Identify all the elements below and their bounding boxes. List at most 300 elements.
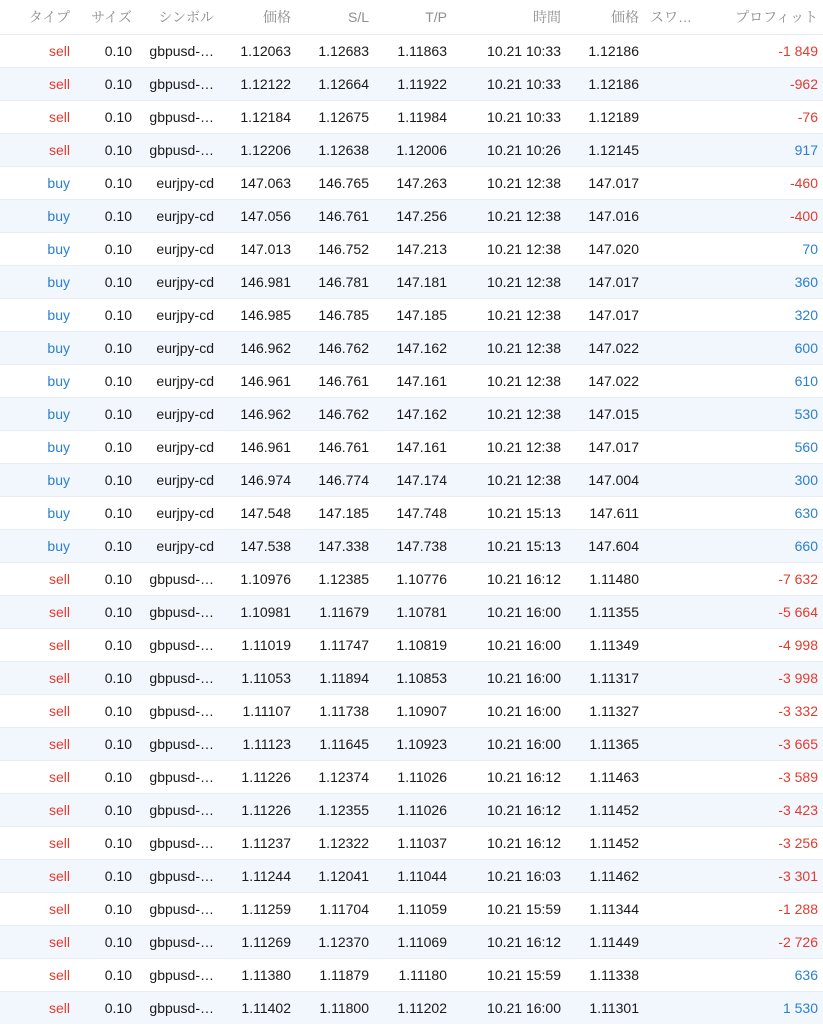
cell-price: 146.985 [240, 307, 291, 323]
cell-tp: 1.11026 [397, 769, 447, 785]
table-row[interactable] [0, 760, 823, 793]
cell-current-price: 1.12186 [588, 43, 639, 59]
cell-current-price: 1.12189 [588, 109, 639, 125]
cell-sl: 1.12638 [318, 142, 369, 158]
cell-size: 0.10 [104, 571, 132, 587]
cell-current-price: 1.11301 [589, 1000, 639, 1016]
cell-time: 10.21 16:00 [487, 703, 561, 719]
cell-current-price: 1.11480 [589, 571, 639, 587]
cell-swap [650, 398, 702, 431]
cell-time: 10.21 16:00 [487, 670, 561, 686]
cell-sl: 146.774 [318, 472, 369, 488]
cell-time: 10.21 10:33 [487, 43, 561, 59]
cell-size: 0.10 [104, 208, 132, 224]
cell-sl: 146.761 [318, 208, 369, 224]
cell-swap [650, 959, 702, 992]
cell-tp: 147.181 [396, 274, 447, 290]
cell-profit: -2 726 [778, 934, 818, 950]
cell-price: 1.11380 [241, 967, 291, 983]
cell-current-price: 147.611 [589, 505, 639, 521]
cell-type: buy [47, 241, 70, 257]
cell-tp: 147.185 [396, 307, 447, 323]
header-price[interactable]: 価格 [263, 9, 291, 25]
cell-type: sell [48, 109, 70, 125]
cell-sl: 146.761 [318, 439, 369, 455]
cell-swap [650, 926, 702, 959]
table-row[interactable] [0, 595, 823, 628]
cell-symbol: eurjpy-cd [156, 472, 214, 488]
cell-profit: -5 664 [778, 604, 818, 620]
cell-time: 10.21 10:26 [487, 142, 561, 158]
cell-current-price: 147.022 [588, 340, 639, 356]
cell-swap [650, 365, 702, 398]
cell-symbol: eurjpy-cd [156, 406, 214, 422]
cell-symbol: eurjpy-cd [156, 307, 214, 323]
cell-current-price: 147.004 [588, 472, 639, 488]
cell-price: 147.538 [240, 538, 291, 554]
cell-time: 10.21 16:00 [487, 637, 561, 653]
cell-price: 1.11259 [241, 901, 291, 917]
cell-symbol: eurjpy-cd [156, 175, 214, 191]
cell-profit: -400 [789, 208, 818, 224]
cell-swap [650, 596, 702, 629]
cell-size: 0.10 [104, 670, 132, 686]
cell-symbol: gbpusd-… [149, 868, 214, 884]
cell-profit: -3 301 [778, 868, 818, 884]
table-row[interactable] [0, 364, 823, 397]
table-row[interactable] [0, 232, 823, 265]
cell-swap [650, 35, 702, 68]
cell-price: 147.063 [240, 175, 291, 191]
cell-symbol: gbpusd-… [149, 670, 214, 686]
cell-size: 0.10 [104, 604, 132, 620]
cell-sl: 1.12385 [318, 571, 369, 587]
cell-type: sell [48, 802, 70, 818]
cell-swap [650, 101, 702, 134]
cell-size: 0.10 [104, 538, 132, 554]
cell-tp: 1.11026 [397, 802, 447, 818]
cell-time: 10.21 12:38 [487, 406, 561, 422]
cell-current-price: 1.11317 [589, 670, 639, 686]
cell-tp: 1.10853 [396, 670, 447, 686]
cell-profit: 530 [794, 406, 818, 422]
cell-profit: 630 [794, 505, 818, 521]
cell-price: 1.12063 [240, 43, 291, 59]
table-row[interactable] [0, 496, 823, 529]
table-row[interactable] [0, 34, 823, 67]
cell-symbol: gbpusd-… [149, 571, 214, 587]
table-row[interactable] [0, 661, 823, 694]
table-row[interactable] [0, 166, 823, 199]
header-current-price[interactable]: 価格 [611, 9, 639, 25]
cell-time: 10.21 12:38 [487, 241, 561, 257]
cell-time: 10.21 16:12 [487, 571, 561, 587]
header-tp[interactable]: T/P [425, 9, 447, 25]
cell-type: buy [47, 340, 70, 356]
cell-profit: -3 423 [778, 802, 818, 818]
cell-current-price: 1.11344 [589, 901, 639, 917]
cell-price: 146.974 [240, 472, 291, 488]
cell-tp: 1.11059 [397, 901, 447, 917]
cell-price: 1.11402 [241, 1000, 291, 1016]
cell-symbol: gbpusd-… [149, 967, 214, 983]
cell-tp: 1.10776 [396, 571, 447, 587]
cell-symbol: gbpusd-… [149, 934, 214, 950]
cell-size: 0.10 [104, 307, 132, 323]
cell-time: 10.21 15:59 [487, 901, 561, 917]
cell-type: buy [47, 175, 70, 191]
cell-time: 10.21 16:00 [487, 1000, 561, 1016]
cell-profit: -3 998 [778, 670, 818, 686]
cell-tp: 147.748 [396, 505, 447, 521]
cell-type: sell [48, 1000, 70, 1016]
cell-profit: -4 998 [778, 637, 818, 653]
cell-profit: -460 [789, 175, 818, 191]
cell-size: 0.10 [104, 1000, 132, 1016]
cell-tp: 1.11922 [397, 76, 447, 92]
cell-sl: 1.12675 [318, 109, 369, 125]
cell-sl: 1.12322 [318, 835, 369, 851]
cell-price: 1.11019 [241, 637, 291, 653]
cell-swap [650, 266, 702, 299]
cell-time: 10.21 15:13 [487, 538, 561, 554]
cell-tp: 147.213 [396, 241, 447, 257]
cell-swap [650, 893, 702, 926]
cell-time: 10.21 10:33 [487, 76, 561, 92]
cell-sl: 146.781 [318, 274, 369, 290]
cell-symbol: gbpusd-… [149, 769, 214, 785]
cell-time: 10.21 12:38 [487, 373, 561, 389]
table-row[interactable] [0, 925, 823, 958]
cell-profit: -962 [789, 76, 818, 92]
cell-tp: 1.12006 [396, 142, 447, 158]
cell-profit: 560 [794, 439, 818, 455]
cell-type: buy [47, 406, 70, 422]
cell-current-price: 147.017 [588, 439, 639, 455]
cell-type: sell [48, 703, 70, 719]
cell-current-price: 1.11365 [589, 736, 639, 752]
cell-swap [650, 68, 702, 101]
cell-current-price: 147.015 [588, 406, 639, 422]
cell-sl: 147.338 [318, 538, 369, 554]
cell-tp: 1.10923 [396, 736, 447, 752]
cell-size: 0.10 [104, 835, 132, 851]
cell-profit: -3 589 [778, 769, 818, 785]
cell-profit: 660 [794, 538, 818, 554]
cell-tp: 1.11863 [397, 43, 447, 59]
cell-time: 10.21 16:12 [487, 802, 561, 818]
cell-swap [650, 629, 702, 662]
cell-size: 0.10 [104, 736, 132, 752]
cell-type: sell [48, 967, 70, 983]
cell-type: sell [48, 736, 70, 752]
cell-time: 10.21 15:59 [487, 967, 561, 983]
cell-current-price: 1.11452 [589, 802, 639, 818]
cell-time: 10.21 12:38 [487, 472, 561, 488]
cell-current-price: 147.017 [588, 307, 639, 323]
header-size[interactable]: サイズ [91, 9, 132, 25]
cell-sl: 1.12355 [318, 802, 369, 818]
table-row[interactable] [0, 892, 823, 925]
cell-current-price: 1.11462 [589, 868, 639, 884]
cell-price: 147.548 [240, 505, 291, 521]
cell-type: sell [48, 43, 70, 59]
cell-price: 1.11226 [241, 769, 291, 785]
cell-current-price: 147.020 [588, 241, 639, 257]
table-row[interactable] [0, 100, 823, 133]
cell-type: buy [47, 307, 70, 323]
table-row[interactable] [0, 265, 823, 298]
table-row[interactable] [0, 298, 823, 331]
cell-tp: 147.162 [396, 340, 447, 356]
cell-price: 1.11244 [241, 868, 291, 884]
cell-profit: -1 288 [778, 901, 818, 917]
cell-current-price: 1.11327 [589, 703, 639, 719]
cell-type: sell [48, 835, 70, 851]
cell-price: 1.11123 [242, 736, 291, 752]
cell-current-price: 1.12145 [588, 142, 639, 158]
cell-profit: -1 849 [778, 43, 818, 59]
cell-profit: 70 [802, 241, 818, 257]
cell-current-price: 1.11452 [589, 835, 639, 851]
cell-type: sell [48, 934, 70, 950]
cell-swap [650, 497, 702, 530]
cell-sl: 1.12374 [318, 769, 369, 785]
cell-profit: 636 [794, 967, 818, 983]
cell-size: 0.10 [104, 934, 132, 950]
cell-sl: 1.12664 [318, 76, 369, 92]
table-row[interactable] [0, 694, 823, 727]
cell-symbol: gbpusd-… [149, 637, 214, 653]
cell-profit: 320 [794, 307, 818, 323]
cell-time: 10.21 12:38 [487, 208, 561, 224]
cell-swap [650, 695, 702, 728]
cell-sl: 1.11747 [319, 637, 369, 653]
table-row[interactable] [0, 562, 823, 595]
cell-type: sell [48, 769, 70, 785]
cell-swap [650, 233, 702, 266]
cell-swap [650, 860, 702, 893]
table-row[interactable] [0, 133, 823, 166]
cell-tp: 1.11180 [398, 967, 447, 983]
cell-tp: 147.263 [396, 175, 447, 191]
table-header [0, 0, 823, 34]
cell-size: 0.10 [104, 967, 132, 983]
cell-swap [650, 728, 702, 761]
cell-profit: 600 [794, 340, 818, 356]
cell-sl: 1.11679 [319, 604, 369, 620]
cell-current-price: 1.11349 [589, 637, 639, 653]
cell-type: buy [47, 472, 70, 488]
cell-size: 0.10 [104, 406, 132, 422]
table-row[interactable] [0, 826, 823, 859]
cell-size: 0.10 [104, 340, 132, 356]
cell-symbol: eurjpy-cd [156, 505, 214, 521]
cell-profit: -3 665 [778, 736, 818, 752]
cell-type: buy [47, 439, 70, 455]
cell-tp: 1.10781 [396, 604, 447, 620]
cell-time: 10.21 12:38 [487, 307, 561, 323]
cell-symbol: eurjpy-cd [156, 208, 214, 224]
table-row[interactable] [0, 727, 823, 760]
cell-swap [650, 530, 702, 563]
cell-symbol: eurjpy-cd [156, 340, 214, 356]
cell-tp: 147.162 [396, 406, 447, 422]
cell-size: 0.10 [104, 274, 132, 290]
cell-price: 1.10981 [240, 604, 291, 620]
cell-symbol: eurjpy-cd [156, 373, 214, 389]
cell-size: 0.10 [104, 802, 132, 818]
cell-current-price: 1.12186 [588, 76, 639, 92]
header-swap[interactable]: スワ… [650, 9, 692, 25]
cell-type: sell [48, 670, 70, 686]
cell-time: 10.21 12:38 [487, 274, 561, 290]
table-row[interactable] [0, 331, 823, 364]
cell-current-price: 147.022 [588, 373, 639, 389]
cell-swap [650, 992, 702, 1025]
table-row[interactable] [0, 793, 823, 826]
cell-sl: 1.11704 [319, 901, 369, 917]
cell-profit: 917 [794, 142, 818, 158]
cell-symbol: gbpusd-… [149, 736, 214, 752]
cell-price: 147.013 [240, 241, 291, 257]
cell-price: 146.962 [240, 406, 291, 422]
cell-time: 10.21 16:00 [487, 604, 561, 620]
cell-time: 10.21 16:00 [487, 736, 561, 752]
cell-profit: 610 [794, 373, 818, 389]
cell-swap [650, 167, 702, 200]
cell-size: 0.10 [104, 43, 132, 59]
cell-size: 0.10 [104, 901, 132, 917]
cell-symbol: eurjpy-cd [156, 274, 214, 290]
cell-swap [650, 563, 702, 596]
cell-profit: -7 632 [778, 571, 818, 587]
table-row[interactable] [0, 529, 823, 562]
cell-sl: 1.11738 [319, 703, 369, 719]
cell-profit: -3 256 [778, 835, 818, 851]
cell-price: 1.12122 [240, 76, 291, 92]
cell-current-price: 1.11338 [589, 967, 639, 983]
cell-sl: 146.761 [318, 373, 369, 389]
cell-tp: 1.11069 [397, 934, 447, 950]
cell-time: 10.21 16:12 [487, 934, 561, 950]
cell-swap [650, 761, 702, 794]
cell-size: 0.10 [104, 109, 132, 125]
table-row[interactable] [0, 430, 823, 463]
header-sl[interactable]: S/L [347, 9, 369, 25]
cell-tp: 1.10907 [396, 703, 447, 719]
cell-tp: 1.11984 [397, 109, 447, 125]
table-row[interactable] [0, 463, 823, 496]
cell-current-price: 1.11463 [589, 769, 639, 785]
cell-sl: 1.11879 [319, 967, 369, 983]
cell-time: 10.21 12:38 [487, 439, 561, 455]
cell-current-price: 1.11449 [589, 934, 639, 950]
header-symbol[interactable]: シンボル [158, 9, 214, 25]
cell-type: sell [48, 868, 70, 884]
cell-swap [650, 464, 702, 497]
cell-price: 1.12184 [240, 109, 291, 125]
cell-time: 10.21 12:38 [487, 175, 561, 191]
cell-type: sell [48, 76, 70, 92]
cell-type: sell [48, 142, 70, 158]
cell-swap [650, 134, 702, 167]
cell-sl: 1.12683 [318, 43, 369, 59]
cell-price: 1.11269 [241, 934, 291, 950]
cell-size: 0.10 [104, 505, 132, 521]
cell-sl: 1.11645 [319, 736, 369, 752]
cell-profit: -3 332 [778, 703, 818, 719]
cell-price: 1.10976 [240, 571, 291, 587]
cell-price: 1.11237 [241, 835, 291, 851]
cell-time: 10.21 15:13 [487, 505, 561, 521]
table-row[interactable] [0, 859, 823, 892]
cell-swap [650, 332, 702, 365]
cell-sl: 146.785 [318, 307, 369, 323]
table-row[interactable] [0, 199, 823, 232]
cell-price: 146.981 [240, 274, 291, 290]
cell-tp: 1.11037 [397, 835, 447, 851]
table-row[interactable] [0, 991, 823, 1024]
table-row[interactable] [0, 628, 823, 661]
header-profit[interactable]: プロフィット [735, 9, 818, 25]
cell-type: sell [48, 901, 70, 917]
cell-type: buy [47, 538, 70, 554]
cell-tp: 147.161 [396, 439, 447, 455]
cell-size: 0.10 [104, 637, 132, 653]
cell-size: 0.10 [104, 472, 132, 488]
table-body [0, 34, 823, 1024]
cell-symbol: gbpusd-… [149, 43, 214, 59]
cell-sl: 146.762 [318, 406, 369, 422]
cell-current-price: 147.017 [588, 175, 639, 191]
cell-swap [650, 200, 702, 233]
cell-type: sell [48, 637, 70, 653]
cell-swap [650, 827, 702, 860]
cell-symbol: gbpusd-… [149, 142, 214, 158]
header-type[interactable]: タイプ [28, 9, 70, 25]
table-row[interactable] [0, 397, 823, 430]
cell-size: 0.10 [104, 703, 132, 719]
table-row[interactable] [0, 67, 823, 100]
cell-tp: 147.738 [396, 538, 447, 554]
cell-size: 0.10 [104, 868, 132, 884]
cell-size: 0.10 [104, 241, 132, 257]
cell-type: buy [47, 373, 70, 389]
cell-size: 0.10 [104, 76, 132, 92]
cell-time: 10.21 12:38 [487, 340, 561, 356]
cell-type: buy [47, 505, 70, 521]
cell-swap [650, 662, 702, 695]
cell-swap [650, 299, 702, 332]
cell-profit: 360 [794, 274, 818, 290]
table-row[interactable] [0, 958, 823, 991]
header-time[interactable]: 時間 [533, 9, 561, 25]
cell-price: 146.961 [240, 439, 291, 455]
cell-sl: 147.185 [318, 505, 369, 521]
cell-time: 10.21 10:33 [487, 109, 561, 125]
cell-time: 10.21 16:12 [487, 769, 561, 785]
cell-symbol: gbpusd-… [149, 109, 214, 125]
cell-price: 1.11226 [241, 802, 291, 818]
cell-size: 0.10 [104, 175, 132, 191]
cell-tp: 147.161 [396, 373, 447, 389]
cell-sl: 1.12041 [318, 868, 369, 884]
cell-price: 147.056 [240, 208, 291, 224]
cell-size: 0.10 [104, 373, 132, 389]
cell-profit: -76 [797, 109, 818, 125]
cell-symbol: gbpusd-… [149, 703, 214, 719]
